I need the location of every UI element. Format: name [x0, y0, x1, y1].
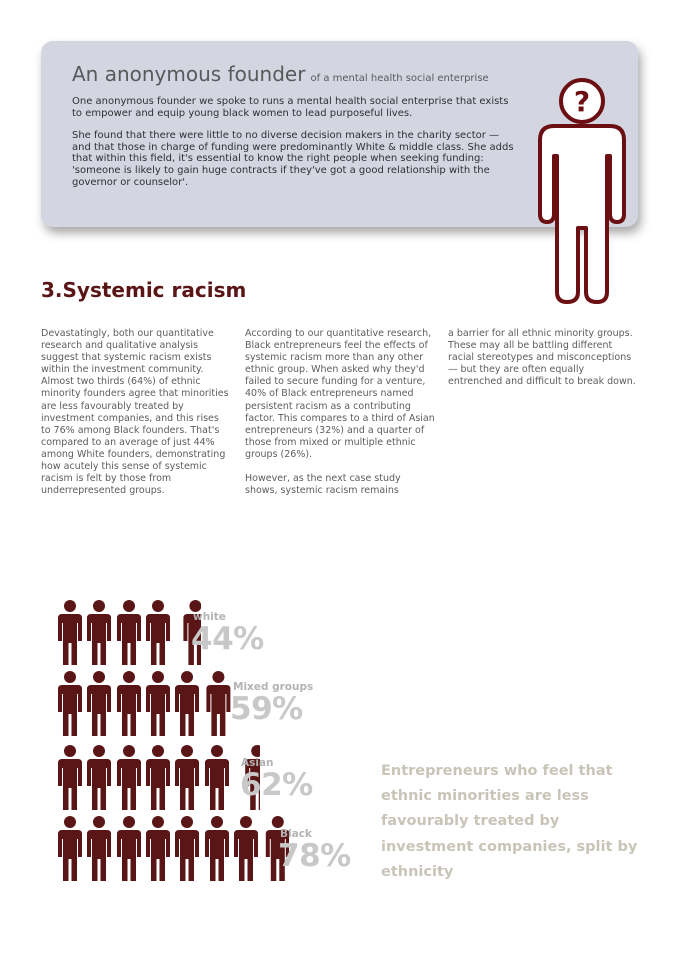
person-icon [115, 744, 143, 810]
person-icon [56, 744, 84, 810]
text-column-2 [245, 328, 435, 509]
stat-label: Asian [241, 757, 274, 769]
person-icon [85, 670, 113, 736]
section-title: 3.Systemic racism [41, 278, 247, 302]
person-icon [232, 815, 260, 881]
chart-caption: Entrepreneurs who feel that ethnic minorities are less favourably treated by investment companies, split by ethnicity [381, 763, 638, 880]
person-icon [115, 815, 143, 881]
text-column-3 [448, 328, 638, 400]
person-icon [173, 670, 201, 736]
case-study-paragraph: She found that there were little to no diverse decision makers in the charity sector — and that those in charge of funding were predominantly White & middle class. She adds that within this field, it's essential to know the right people when seeking funding: 'someone is likely to gain huge contracts if they've got a good relationship with the governor or counselor'. [72, 130, 514, 188]
body-paragraph: However, as the next case study shows, systemic racism remains [245, 473, 401, 497]
body-paragraph: a barrier for all ethnic minority groups. These may all be battling different racial stereotypes and misconceptions — but they are often equally entrenched and difficult to break down. [448, 328, 636, 388]
person-icon [115, 599, 143, 665]
case-study-title [72, 62, 489, 86]
case-study-title-sub: of a mental health social enterprise [310, 73, 489, 84]
person-icon [203, 815, 231, 881]
person-icon [115, 670, 143, 736]
body-paragraph: Devastatingly, both our quantitative research and qualitative analysis suggest that systemic racism exists within the investment community. Almost two thirds (64%) of ethnic minority founders agree that minorities are less favourably treated by investment companies, and this rises to 76% among Black founders. That's compared to an average of just 44% among White founders, demonstrating how acutely this sense of systemic racism is felt by those from underrepresented groups. [41, 328, 229, 497]
body-paragraph: According to our quantitative research, Black entrepreneurs feel the effects of systemic racism more than any other ethnic group. When asked why they'd failed to secure funding for a venture, 40% of Black entrepreneurs named persistent racism as a contributing factor. This compares to a third of Asian entrepreneurs (32%) and a quarter of those from mixed or multiple ethnic groups (26%). [245, 328, 435, 460]
stat-value: 62% [240, 767, 313, 803]
person-icon [85, 599, 113, 665]
stat-value: 59% [230, 691, 303, 727]
stat-value: 44% [191, 621, 264, 657]
stat-label: white [193, 611, 226, 623]
person-icon [56, 815, 84, 881]
person-icon [203, 744, 231, 810]
person-icon [85, 815, 113, 881]
person-icon [144, 744, 172, 810]
person-icon [173, 744, 201, 810]
case-study-title-main: An anonymous founder [72, 62, 306, 86]
person-icon [56, 599, 84, 665]
stat-value: 78% [278, 838, 351, 874]
case-study-body [72, 96, 517, 199]
person-icon [144, 815, 172, 881]
stat-label: Mixed groups [233, 681, 314, 693]
person-icon [56, 670, 84, 736]
text-column-1 [41, 328, 231, 509]
anonymous-person-icon [536, 74, 628, 306]
person-icon [144, 670, 172, 736]
person-icon [173, 815, 201, 881]
person-icon [85, 744, 113, 810]
case-study-paragraph: One anonymous founder we spoke to runs a mental health social enterprise that exists to empower and equip young black women to lead purposeful lives. [72, 96, 509, 119]
person-icon [144, 599, 172, 665]
svg-text:?: ? [573, 85, 591, 118]
stat-label: Black [280, 828, 312, 840]
person-icon [203, 670, 231, 736]
